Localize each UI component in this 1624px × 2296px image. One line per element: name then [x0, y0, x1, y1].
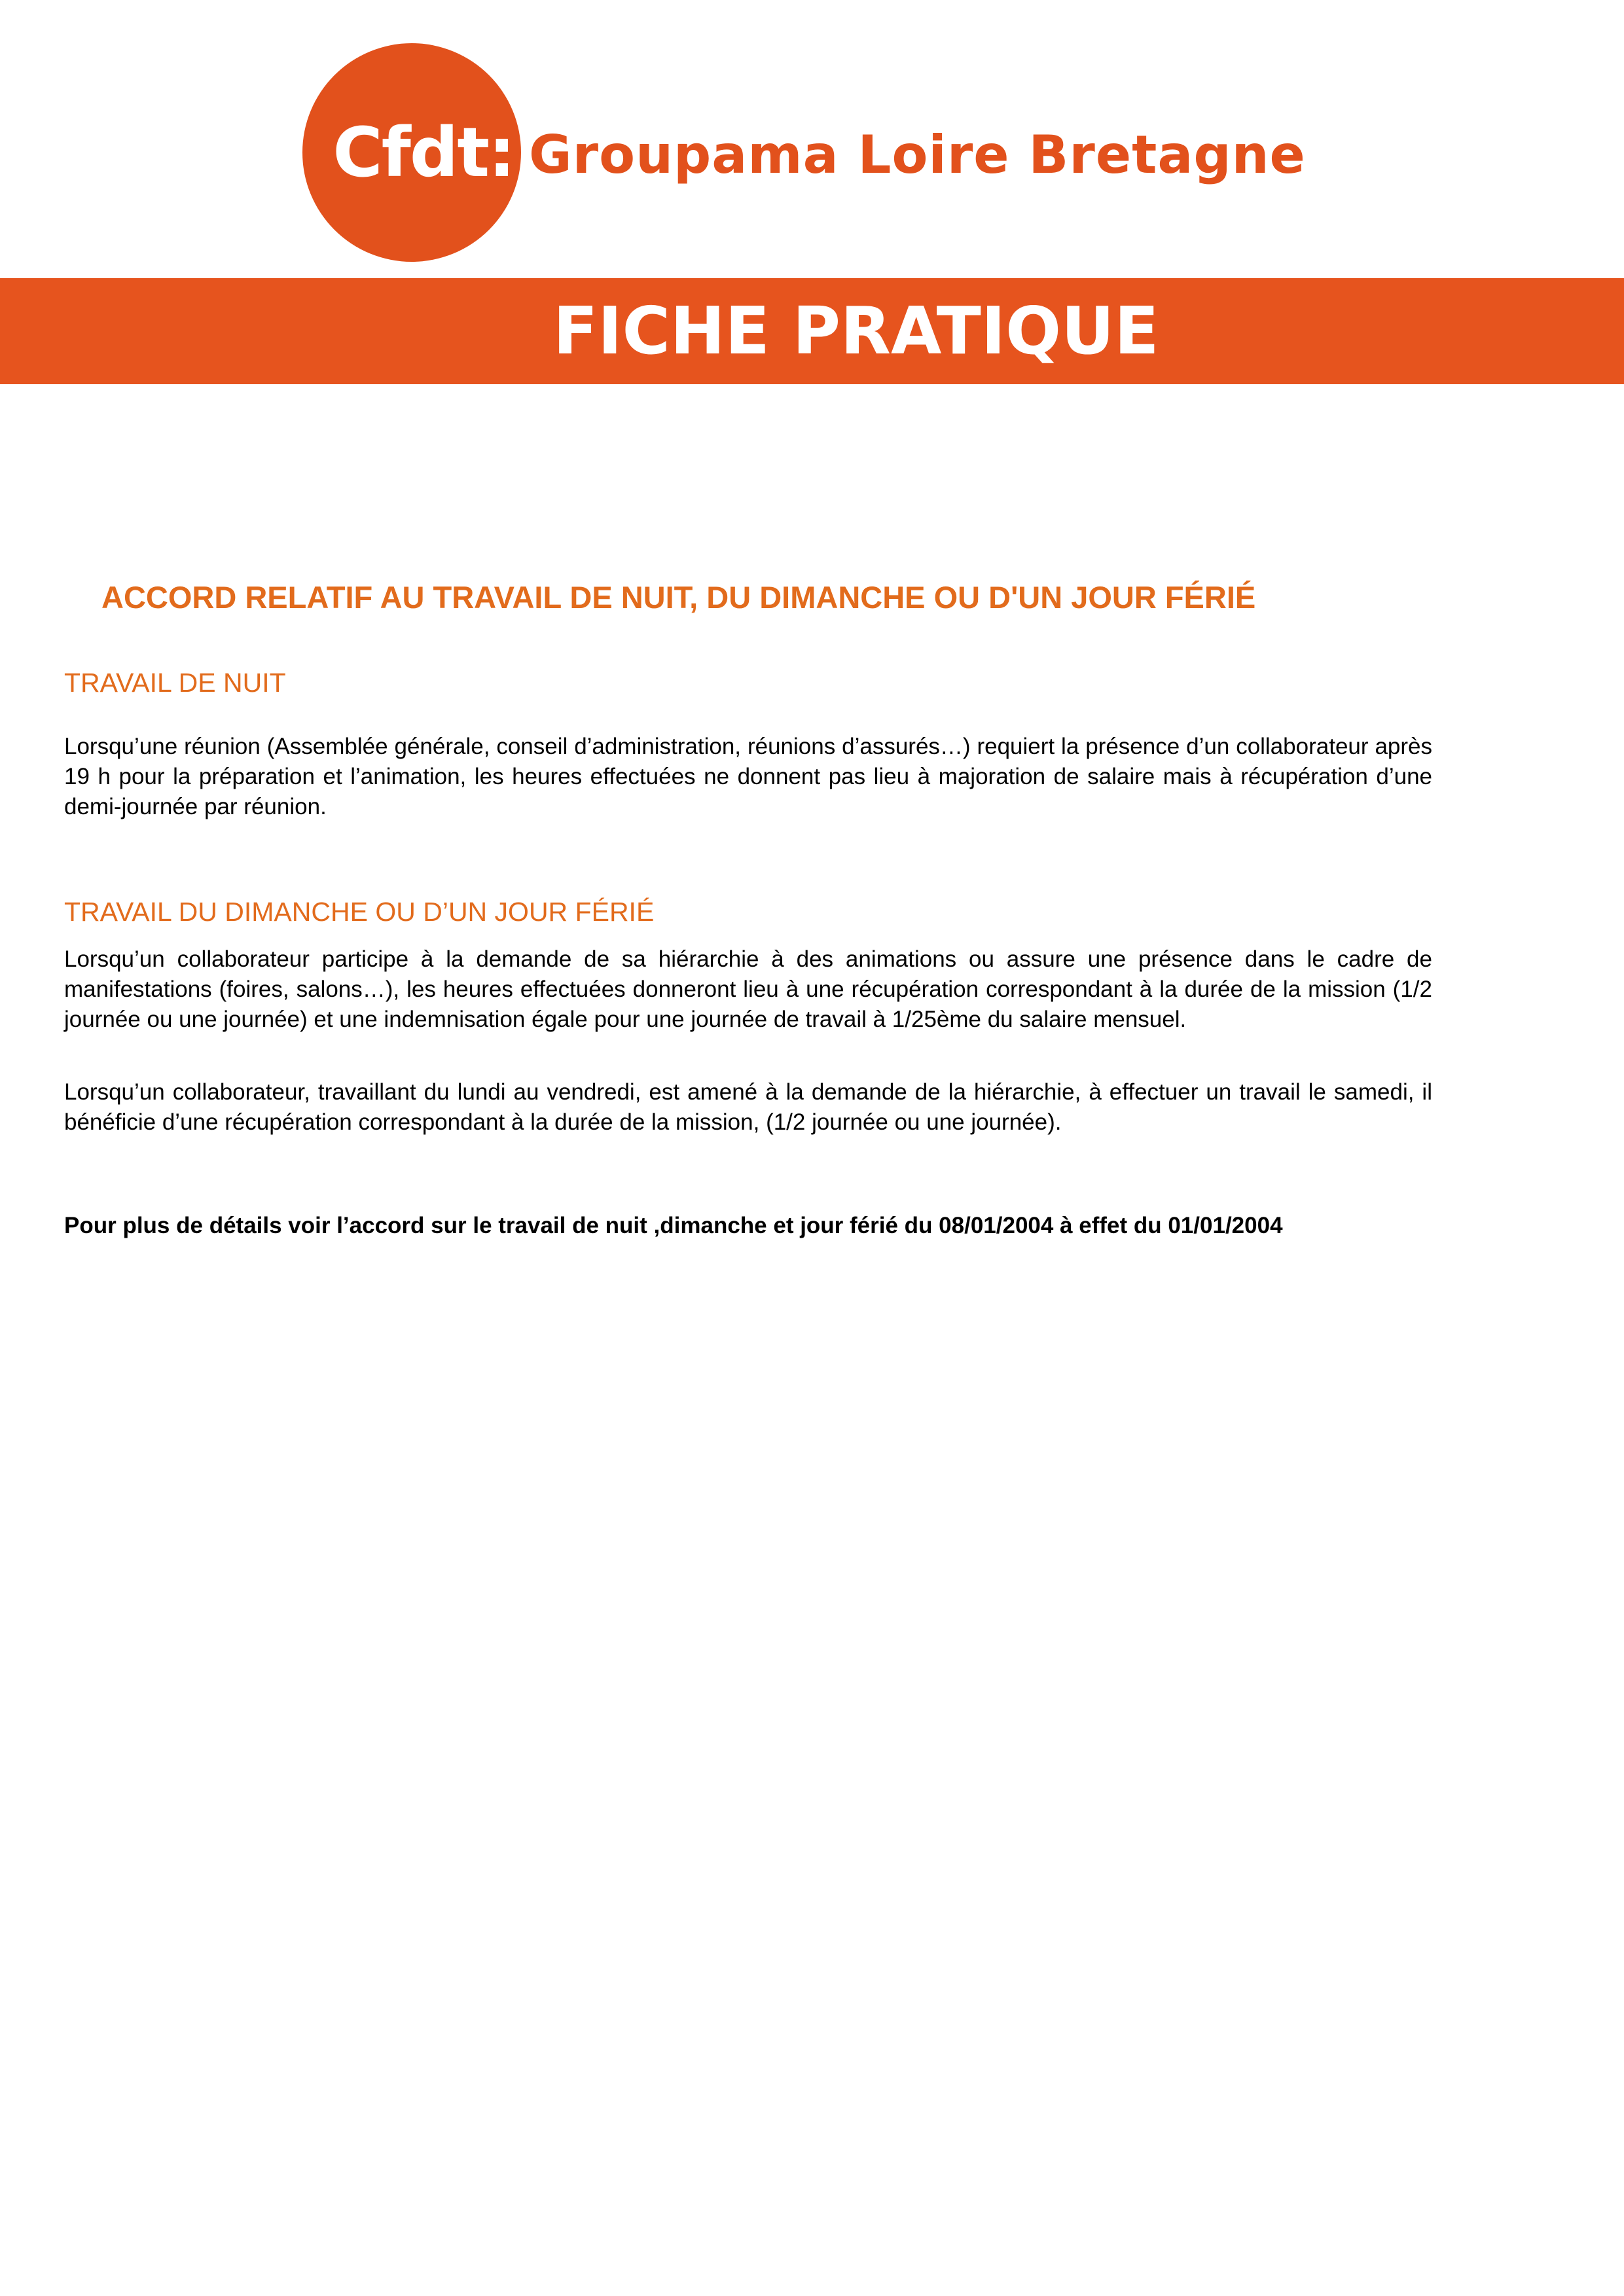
paragraph-sunday-holiday-2: Lorsqu’un collaborateur, travaillant du lundi au vendredi, est amené à la demande de la hiérarchie, à effectuer un travail le samedi, il bénéficie d’une récupération correspondant à la durée de la mission, (1/2 journée ou une journée).: [64, 1079, 1432, 1135]
paragraph-sunday-holiday-1: Lorsqu’un collaborateur participe à la demande de sa hiérarchie à des animations ou assure une présence dans le cadre de manifestations (foires, salons…), les heures effectuées donneront lieu à une récupération correspondant à la durée de la mission (1/2 journée ou une journée) et une indemnisation égale pour une journée de travail à 1/25ème du salaire mensuel.: [64, 946, 1432, 1032]
cfdt-logo-text: Cfdt:: [333, 113, 514, 192]
banner-title: FICHE PRATIQUE: [553, 293, 1159, 369]
cfdt-logo-circle: [302, 43, 521, 262]
section-heading-sunday-holiday: TRAVAIL DU DIMANCHE OU D’UN JOUR FÉRIÉ: [64, 897, 655, 927]
document-title: ACCORD RELATIF AU TRAVAIL DE NUIT, DU DIMANCHE OU D'UN JOUR FÉRIÉ: [101, 580, 1256, 615]
header-logo: [0, 0, 1624, 278]
footer-note: Pour plus de détails voir l’accord sur le travail de nuit ,dimanche et jour férié du 08/01/2004 à effet du 01/01/2004: [64, 1213, 1283, 1238]
organization-name: Groupama Loire Bretagne: [529, 124, 1306, 185]
banner: [0, 278, 1624, 384]
paragraph-night-work: Lorsqu’une réunion (Assemblée générale, conseil d’administration, réunions d’assurés…) requiert la présence d’un collaborateur après 19 h pour la préparation et l’animation, les heures effectuées ne donnent pas lieu à majoration de salaire mais à récupération d’une demi-journée par réunion.: [64, 734, 1432, 819]
section-heading-night-work: TRAVAIL DE NUIT: [64, 668, 286, 698]
